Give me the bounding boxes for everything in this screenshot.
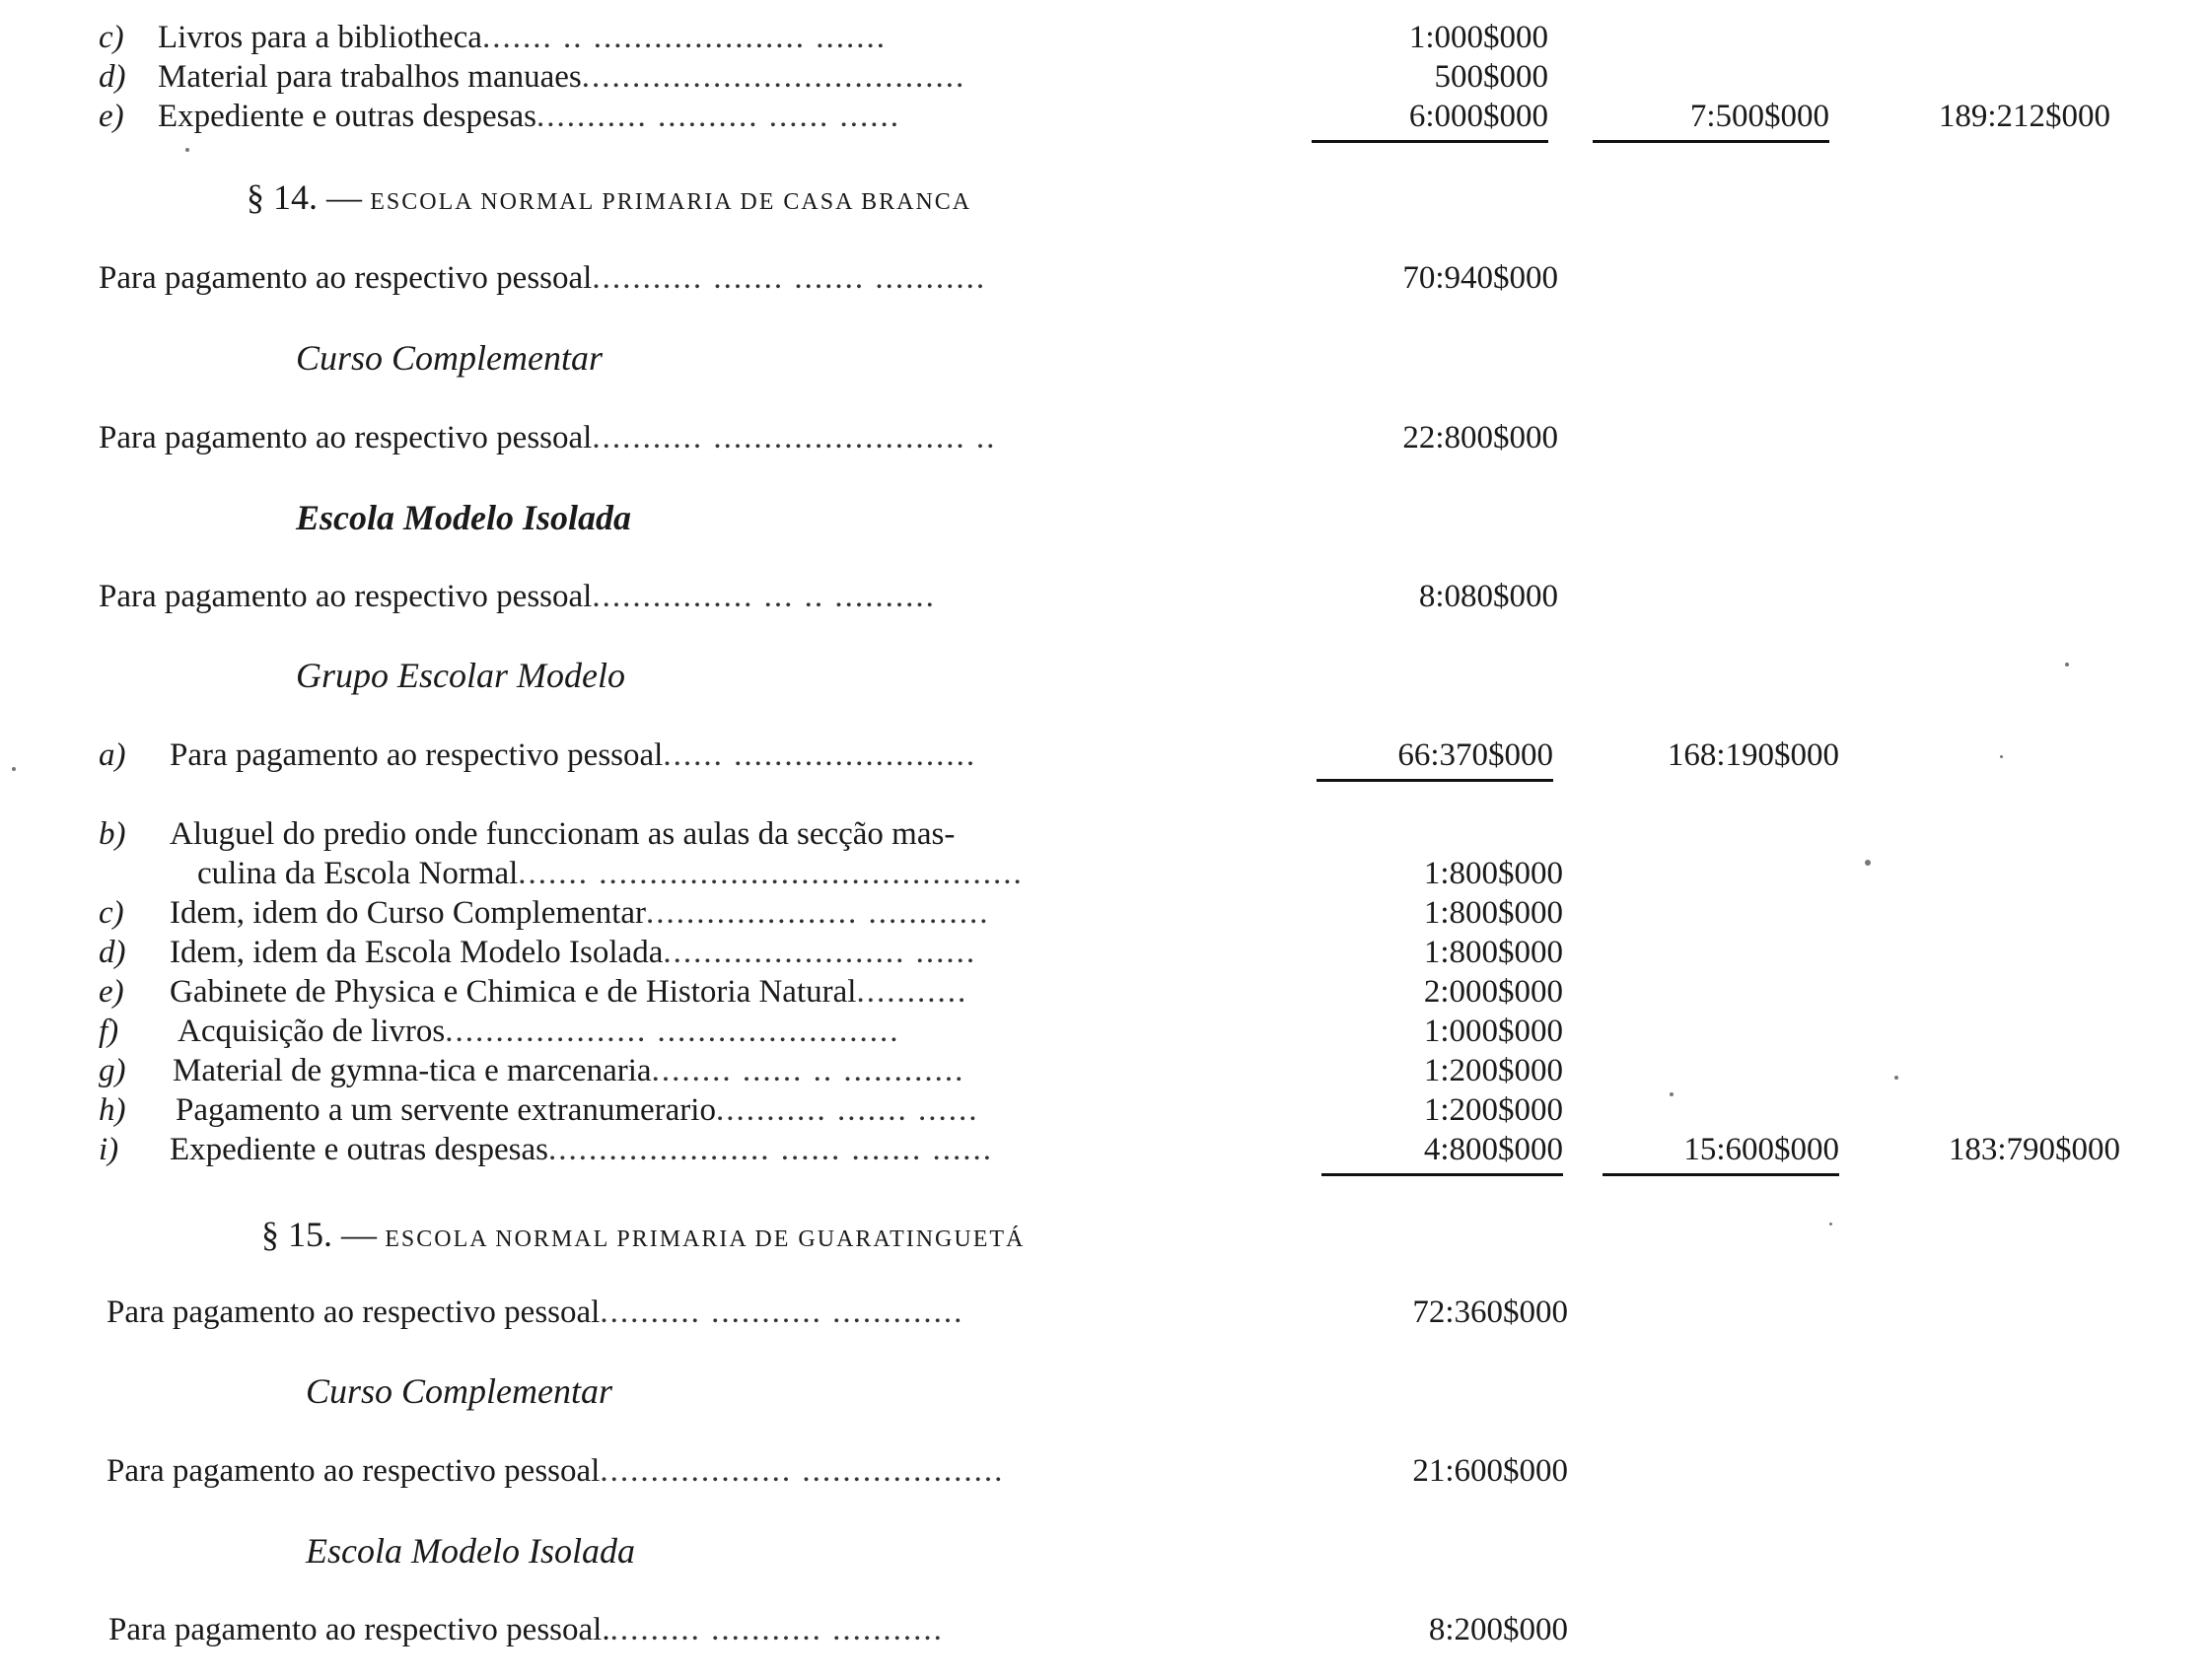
amount-col3: 189:212$000 — [1938, 99, 2110, 134]
budget-line-h — [0, 1090, 2209, 1130]
subheading: Escola Modelo Isolada — [306, 1531, 635, 1571]
leader-dots: .......... ........... ............. — [600, 1295, 964, 1330]
scan-speck — [1670, 1092, 1674, 1096]
item-description: Para pagamento ao respectivo pessoal — [99, 579, 593, 614]
item-description: Idem, idem do Curso Complementar — [170, 895, 646, 931]
amount-col1: 1:000$000 — [1408, 20, 1548, 55]
scan-speck — [1865, 860, 1871, 866]
item-label: h) — [99, 1092, 126, 1128]
section-title: ESCOLA NORMAL PRIMARIA DE CASA BRANCA — [370, 189, 972, 215]
item-label: e) — [99, 99, 124, 134]
leader-dots: ........... ......................... .. — [592, 420, 997, 455]
amount-col1: 72:360$000 — [1412, 1295, 1568, 1330]
item-description: Gabinete de Physica e Chimica e de Historia Natural — [170, 974, 857, 1010]
item-description: Material de gymna-tica e marcenaria — [173, 1053, 652, 1088]
amount-col1: 22:800$000 — [1402, 420, 1558, 455]
budget-line-b-second — [0, 854, 2209, 893]
item-description: Para pagamento ao respectivo pessoal — [99, 260, 593, 296]
leader-dots: ........... ....... ...... — [715, 1092, 979, 1128]
item-description: Aluguel do predio onde funccionam as aulas da secção mas- — [170, 816, 956, 852]
item-description: culina da Escola Normal — [197, 856, 519, 891]
item-label: i) — [99, 1132, 119, 1167]
item-label: c) — [99, 20, 124, 55]
item-label: g) — [99, 1053, 126, 1088]
scan-speck — [185, 148, 189, 152]
leader-dots: ....... .. ..................... ....... — [481, 20, 887, 55]
scan-speck — [2065, 663, 2069, 666]
section-number: § 15. — — [261, 1215, 377, 1254]
budget-line-e — [0, 972, 2209, 1012]
amount-col1: 66:370$000 — [1317, 735, 1553, 782]
budget-line-personnel — [0, 258, 2209, 298]
item-label: e) — [99, 974, 124, 1010]
budget-line-personnel — [0, 1451, 2209, 1491]
budget-line-e — [0, 97, 2209, 136]
budget-line-f — [0, 1012, 2209, 1051]
scan-speck — [2000, 755, 2003, 758]
item-description: Para pagamento ao respectivo pessoal. — [108, 1612, 610, 1647]
item-label: a) — [99, 737, 126, 773]
item-description: Para pagamento ao respectivo pessoal — [107, 1295, 601, 1330]
item-description: Material para trabalhos manuaes — [158, 59, 582, 95]
item-label: f) — [99, 1014, 119, 1049]
scan-speck — [1894, 1076, 1898, 1080]
budget-line-d — [0, 57, 2209, 97]
amount-col1: 1:200$000 — [1423, 1092, 1563, 1128]
subheading: Escola Modelo Isolada — [296, 498, 632, 537]
leader-dots: .................... ........................ — [445, 1014, 900, 1049]
budget-line-a — [0, 735, 2209, 775]
item-description: Expediente e outras despesas — [158, 99, 536, 134]
item-description: Pagamento a um servente extranumerario — [176, 1092, 716, 1128]
leader-dots: ...................................... — [581, 59, 966, 95]
amount-col1: 1:800$000 — [1423, 935, 1563, 970]
budget-line-personnel — [0, 418, 2209, 457]
amount-col1: 8:080$000 — [1418, 579, 1558, 614]
leader-dots: ....... .......................................... — [518, 856, 1024, 891]
budget-line-personnel — [0, 1610, 2209, 1649]
amount-col2: 7:500$000 — [1593, 97, 1829, 143]
section-title: ESCOLA NORMAL PRIMARIA DE GUARATINGUETÁ — [385, 1226, 1026, 1252]
budget-line-personnel — [0, 577, 2209, 616]
budget-line-b-first — [0, 814, 2209, 854]
item-description: Acquisição de livros — [178, 1014, 446, 1049]
item-description: Idem, idem da Escola Modelo Isolada — [170, 935, 664, 970]
leader-dots: ..................... ............ — [646, 895, 990, 931]
budget-line-c — [0, 18, 2209, 57]
amount-col1: 1:000$000 — [1423, 1014, 1563, 1049]
subheading: Curso Complementar — [296, 338, 604, 378]
leader-dots: ........ ...... .. ............ — [651, 1053, 965, 1088]
amount-col1: 21:600$000 — [1412, 1453, 1568, 1489]
budget-line-c — [0, 893, 2209, 933]
item-description: Para pagamento ao respectivo pessoal — [170, 737, 664, 773]
leader-dots: ................... .................... — [600, 1453, 1005, 1489]
item-description: Expediente e outras despesas — [170, 1132, 548, 1167]
item-label: c) — [99, 895, 124, 931]
leader-dots: ........... ....... ....... ........... — [592, 260, 987, 296]
amount-col1: 8:200$000 — [1428, 1612, 1568, 1647]
amount-col3: 183:790$000 — [1948, 1132, 2120, 1167]
amount-col1: 500$000 — [1434, 59, 1548, 95]
amount-col1: 1:800$000 — [1423, 856, 1563, 891]
subheading: Curso Complementar — [306, 1371, 613, 1411]
item-description: Livros para a bibliotheca — [158, 20, 482, 55]
amount-col2: 15:600$000 — [1603, 1130, 1839, 1176]
amount-col1: 6:000$000 — [1312, 97, 1548, 143]
leader-dots: ......... ........... ........... — [609, 1612, 944, 1647]
item-label: d) — [99, 935, 126, 970]
amount-col1: 2:000$000 — [1423, 974, 1563, 1010]
leader-dots: ........................ ...... — [663, 935, 977, 970]
scan-speck — [1829, 1223, 1832, 1225]
item-label: d) — [99, 59, 126, 95]
amount-col1: 4:800$000 — [1321, 1130, 1563, 1176]
section-heading-14 — [247, 177, 971, 222]
budget-line-personnel — [0, 1293, 2209, 1332]
section-number: § 14. — — [247, 177, 362, 217]
amount-col1: 1:800$000 — [1423, 895, 1563, 931]
leader-dots: ...... ........................ — [663, 737, 977, 773]
leader-dots: ................ ... .. .......... — [592, 579, 936, 614]
leader-dots: ........... .......... ...... ...... — [535, 99, 900, 134]
budget-line-d — [0, 933, 2209, 972]
leader-dots: ........... — [856, 974, 968, 1010]
item-description: Para pagamento ao respectivo pessoal — [99, 420, 593, 455]
item-description: Para pagamento ao respectivo pessoal — [107, 1453, 601, 1489]
leader-dots: ...................... ...... ....... ...... — [547, 1132, 993, 1167]
budget-line-g — [0, 1051, 2209, 1090]
scan-speck — [12, 767, 16, 771]
amount-col1: 70:940$000 — [1402, 260, 1558, 296]
amount-col2: 168:190$000 — [1667, 737, 1839, 773]
amount-col1: 1:200$000 — [1423, 1053, 1563, 1088]
section-heading-15 — [261, 1215, 1025, 1259]
subheading: Grupo Escolar Modelo — [296, 656, 625, 695]
budget-line-i — [0, 1130, 2209, 1169]
item-label: b) — [99, 816, 126, 852]
